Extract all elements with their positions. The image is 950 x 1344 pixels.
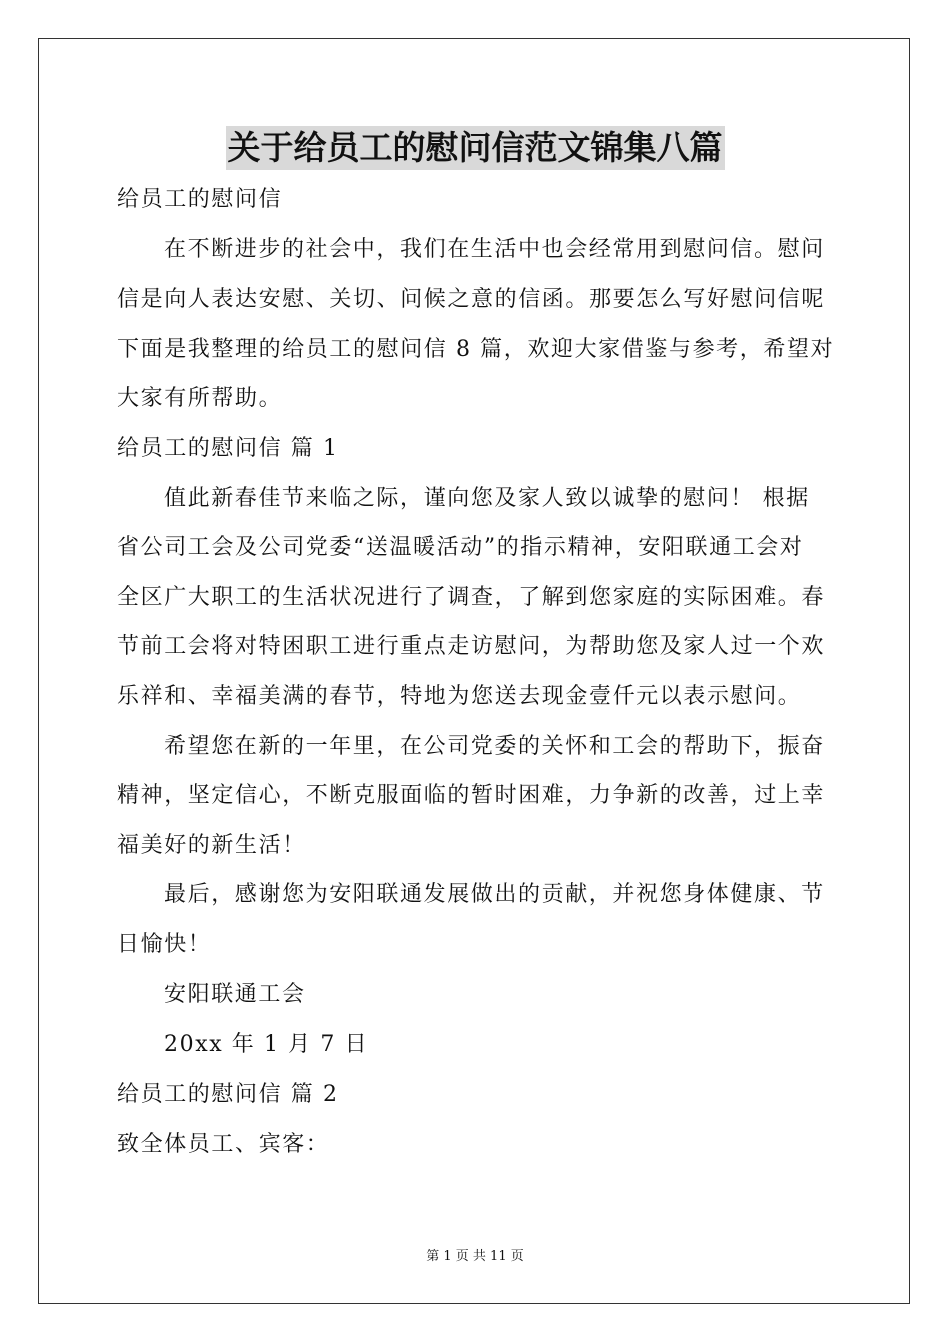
paragraph-line: 精神，坚定信心，不断克服面临的暂时困难，力争新的改善，过上幸 [117, 783, 826, 808]
paragraph-line: 大家有所帮助。 [117, 386, 283, 411]
paragraph-line: 最后，感谢您为安阳联通发展做出的贡献，并祝您身体健康、节 [164, 882, 825, 907]
salutation-line: 致全体员工、宾客： [117, 1132, 330, 1157]
title-container [0, 126, 950, 170]
paragraph-line: 节前工会将对特困职工进行重点走访慰问，为帮助您及家人过一个欢 [117, 634, 826, 659]
page-footer: 第 1 页 共 11 页 [426, 1249, 524, 1264]
paragraph-line: 希望您在新的一年里，在公司党委的关怀和工会的帮助下，振奋 [164, 734, 825, 759]
paragraph-line: 福美好的新生活！ [117, 833, 306, 858]
section-heading: 给员工的慰问信 [117, 187, 283, 212]
document-title: 关于给员工的慰问信范文锦集八篇 [226, 126, 725, 170]
page-border [38, 38, 910, 1304]
paragraph-line: 乐祥和、幸福美满的春节，特地为您送去现金壹仟元以表示慰问。 [117, 684, 802, 709]
paragraph-line: 全区广大职工的生活状况进行了调查，了解到您家庭的实际困难。春 [117, 585, 826, 610]
paragraph-line: 值此新春佳节来临之际，谨向您及家人致以诚挚的慰问！ 根据 [164, 486, 810, 511]
section-heading: 给员工的慰问信 篇 2 [117, 1082, 339, 1107]
section-heading: 给员工的慰问信 篇 1 [117, 436, 339, 461]
paragraph-line: 省公司工会及公司党委“送温暖活动”的指示精神，安阳联通工会对 [117, 535, 804, 560]
paragraph-line: 下面是我整理的给员工的慰问信 8 篇，欢迎大家借鉴与参考，希望对 [117, 337, 835, 362]
signature-organization: 安阳联通工会 [164, 982, 306, 1007]
paragraph-line: 日愉快！ [117, 932, 212, 957]
signature-date: 20xx 年 1 月 7 日 [164, 1032, 369, 1057]
paragraph-line: 在不断进步的社会中，我们在生活中也会经常用到慰问信。慰问 [164, 237, 825, 262]
paragraph-line: 信是向人表达安慰、关切、问候之意的信函。那要怎么写好慰问信呢 [117, 287, 826, 312]
